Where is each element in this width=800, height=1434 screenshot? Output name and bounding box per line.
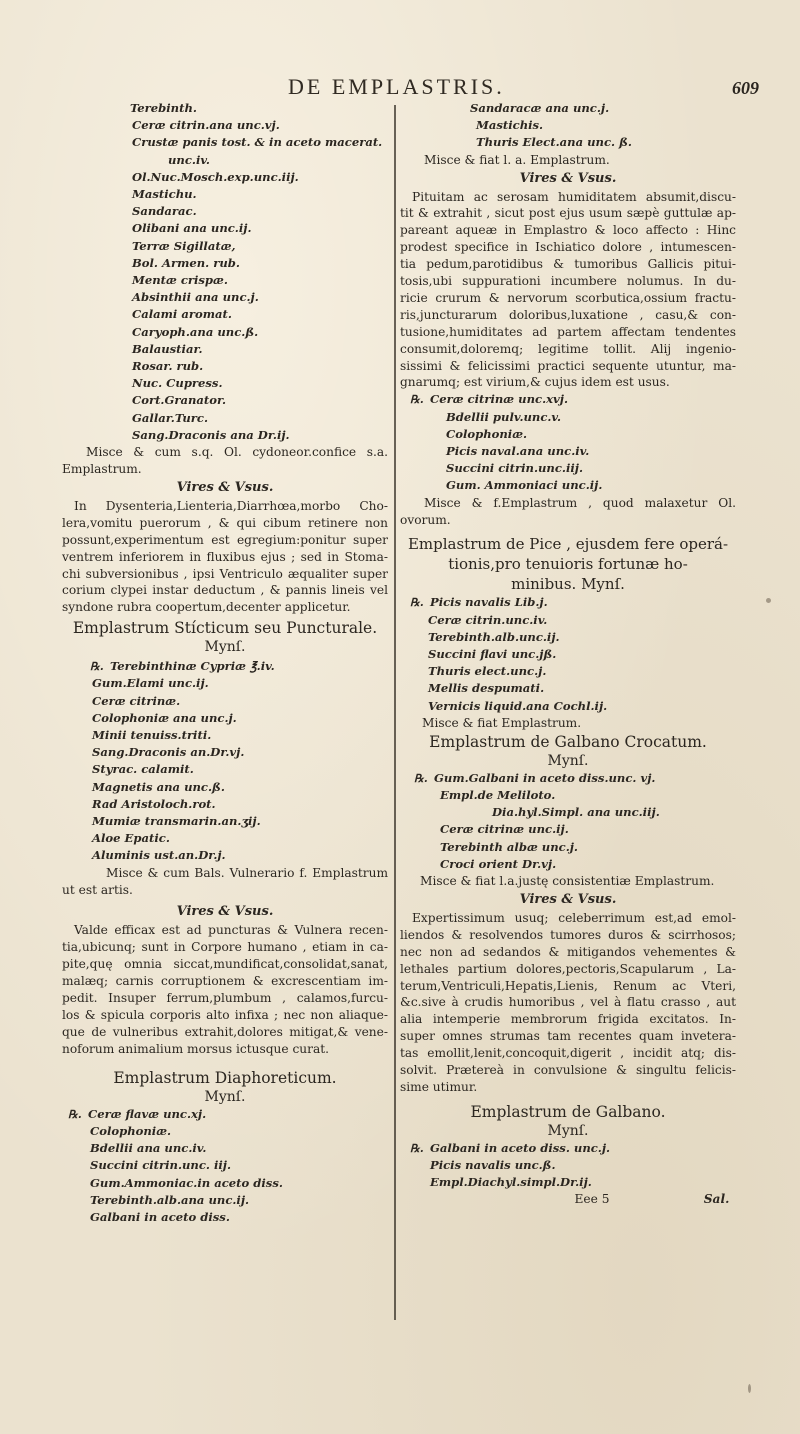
- ingredient-list: [62, 658, 388, 864]
- ingredient-line: [400, 698, 736, 715]
- ingredient-list: [62, 1106, 388, 1226]
- ingredient-line: [62, 203, 388, 220]
- text-line: tia,ubicunq; sunt in Corpore humano , etiam in ca-: [62, 940, 388, 955]
- text-line: lethales partium dolores,pectoris,Scapularum , La-: [400, 961, 736, 976]
- ingredient-text: Ceræ citrin.ana unc.vj.: [132, 118, 280, 133]
- ingredient-list: [400, 391, 736, 494]
- ingredient-line: [400, 770, 736, 787]
- paragraph: [400, 189, 736, 392]
- ingredient-text: Gum.Ammoniac.in aceto diss.: [90, 1175, 283, 1190]
- ingredient-line: [62, 1175, 388, 1192]
- ingredient-text: Thuris Elect.ana unc. ß.: [476, 135, 632, 150]
- text-line: possunt,experimentum est egregium:ponitur super: [62, 532, 388, 547]
- ingredient-line: [62, 220, 388, 237]
- ingredient-line: [62, 1157, 388, 1174]
- text-line: ut est artis.: [62, 882, 133, 897]
- mixing-instruction: [62, 865, 388, 899]
- paragraph: [62, 922, 388, 1057]
- recipe-heading-line: tionis,pro tenuioris fortunæ ho-: [448, 555, 688, 574]
- column-divider: [394, 105, 396, 1320]
- ingredient-line: [62, 410, 388, 427]
- text-line: Pituitam ac serosam humiditatem absumit,discu-: [412, 189, 736, 204]
- ingredient-text: Mumiæ transmarin.an.ʒij.: [92, 814, 261, 829]
- ingredient-line: [400, 594, 736, 611]
- ingredient-line: [400, 787, 736, 804]
- ingredient-text: Ceræ citrinæ.: [92, 693, 181, 708]
- text-line: lera,vomitu puerorum , & qui cibum retinere non: [62, 515, 388, 530]
- text-line: terum,Ventriculi,Hepatis,Lienis, Renum ac Vteri,: [400, 978, 736, 993]
- recipe-author: Mynſ.: [547, 752, 589, 769]
- ingredient-text: Colophoniæ.: [446, 426, 528, 441]
- ingredient-text: Galbani in aceto diss. unc.j.: [430, 1140, 611, 1155]
- ingredient-line: [62, 427, 388, 444]
- ingredient-text: Sandaracæ ana unc.j.: [470, 101, 610, 115]
- ink-spot: [748, 1384, 751, 1393]
- ingredient-line: [400, 117, 736, 134]
- ingredient-line: [62, 358, 388, 375]
- ingredient-line: [400, 1157, 736, 1174]
- ingredient-line: [400, 100, 736, 117]
- ingredient-line: [62, 847, 388, 864]
- ingredient-text: Gallar.Turc.: [132, 410, 209, 425]
- ingredient-line: [62, 1140, 388, 1157]
- text-line: alia intemperie membrorum frigida excitatos. In-: [400, 1012, 736, 1027]
- text-line: syndone rubra coopertum,decenter applicetur.: [62, 600, 351, 615]
- ingredient-line: [62, 324, 388, 341]
- text-line: tusione,humiditates ad partem affectam tendentes: [400, 324, 736, 339]
- section-subheading: Vires & Vsus.: [176, 479, 274, 495]
- running-title: DE EMPLASTRIS.: [288, 74, 505, 99]
- ingredient-text: Mastichis.: [476, 118, 544, 133]
- ingredient-line: [400, 1174, 736, 1191]
- text-line: &c.sive à crudis humoribus , vel à flatu crasso , aut: [400, 995, 736, 1010]
- recipe-symbol: ℞.: [68, 1107, 82, 1121]
- ingredient-line: [400, 839, 736, 856]
- section-subheading: Vires & Vsus.: [519, 170, 617, 186]
- ingredient-line: [62, 1123, 388, 1140]
- ingredient-text: Vernicis liquid.ana Cochl.ij.: [428, 698, 608, 713]
- paragraph: [62, 498, 388, 616]
- page-footer: [400, 1191, 736, 1208]
- ingredient-text: Succini citrin.unc.iij.: [446, 461, 583, 476]
- recipe-heading: Emplastrum de Galbano.: [470, 1102, 666, 1121]
- text-line: prodest specifice in Ischiatico dolore , intumescen-: [400, 240, 736, 255]
- text-line: sime utimur.: [400, 1079, 478, 1094]
- ingredient-line: [62, 1192, 388, 1209]
- ingredient-text: Terebinthinæ Cypriæ ℥.iv.: [110, 659, 275, 674]
- ingredient-line: [62, 675, 388, 692]
- ingredient-text: Calami aromat.: [132, 307, 232, 322]
- text-line: ventrem inferiorem in fluxibus ejus ; sed in Stoma-: [62, 549, 388, 564]
- ingredient-text: Aluminis ust.an.Dr.j.: [92, 848, 226, 863]
- text-line: tas emollit,lenit,concoquit,digerit , incidit atq; dis-: [400, 1046, 736, 1061]
- ingredient-line: [62, 693, 388, 710]
- ink-spot: [766, 598, 771, 603]
- ingredient-text: Styrac. calamit.: [92, 762, 194, 777]
- text-line: Valde efficax est ad puncturas & Vulnera recen-: [74, 923, 388, 938]
- ingredient-line: [62, 100, 388, 117]
- ingredient-text: Ceræ citrinæ unc.ij.: [440, 822, 569, 837]
- ingredient-text: Succini citrin.unc. iij.: [90, 1158, 232, 1173]
- text-line: los & spicula corporis alto infixa ; nec non aliaque-: [62, 1008, 388, 1022]
- text-line: Misce & f.Emplastrum , quod malaxetur Ol.: [424, 495, 736, 510]
- text-line: corium clypei instar deductum , & pannis lineis vel: [62, 583, 388, 598]
- text-line: Misce & cum s.q. Ol. cydoneor.confice s.a.: [86, 445, 388, 460]
- ingredient-line: [62, 710, 388, 727]
- ingredient-text: Sandarac.: [132, 204, 197, 219]
- recipe-author: Mynſ.: [204, 639, 246, 656]
- ingredient-text: Dia.hyl.Simpl. ana unc.iij.: [492, 805, 660, 820]
- ingredient-text: Bol. Armen. rub.: [132, 255, 240, 270]
- ingredient-text: Crustæ panis tost. & in aceto macerat.: [132, 135, 383, 150]
- ingredient-line: [62, 727, 388, 744]
- ingredient-text: Nuc. Cupress.: [132, 376, 223, 391]
- text-line: nec non ad sedandos & mitigandos vehementes &: [400, 944, 736, 959]
- ingredient-line: [62, 255, 388, 272]
- ingredient-line: [400, 391, 736, 408]
- recipe-symbol: ℞.: [410, 596, 424, 610]
- ingredient-text: Galbani in aceto diss.: [90, 1209, 230, 1224]
- ingredient-line: [62, 169, 388, 186]
- ingredient-line: [62, 392, 388, 409]
- page-number: 609: [732, 78, 759, 98]
- ingredient-line: [400, 856, 736, 873]
- ingredient-line: [62, 238, 388, 255]
- ingredient-line: [62, 1209, 388, 1226]
- ingredient-text: Magnetis ana unc.ß.: [92, 779, 225, 794]
- recipe-heading: Emplastrum Stícticum seu Puncturale.: [72, 619, 378, 638]
- ingredient-text: Terebinth.: [130, 101, 197, 115]
- recipe-heading: Emplastrum de Galbano Crocatum.: [429, 732, 707, 751]
- ingredient-line: [62, 658, 388, 675]
- text-line: ovorum.: [400, 512, 451, 527]
- left-column: [62, 100, 388, 1226]
- ingredient-text: Sang.Draconis ana Dr.ij.: [132, 427, 290, 442]
- section-subheading: Vires & Vsus.: [519, 891, 617, 907]
- ingredient-text: Picis navalis Lib.j.: [430, 595, 548, 610]
- ingredient-text: Mastichu.: [132, 187, 197, 202]
- ingredient-text: Rosar. rub.: [132, 359, 204, 374]
- ingredient-text: Cort.Granator.: [132, 393, 227, 408]
- ingredient-line: [400, 443, 736, 460]
- ingredient-list: [400, 770, 736, 873]
- ingredient-text: Picis navalis unc.ß.: [430, 1158, 556, 1173]
- text-line: que de vulneribus extrahit,dolores mitigat,& vene-: [62, 1024, 388, 1039]
- ingredient-text: Picis naval.ana unc.iv.: [446, 444, 590, 458]
- section-subheading: Vires & Vsus.: [176, 904, 274, 920]
- text-line: solvit. Prætereà in convulsione & singultu felicis-: [400, 1063, 736, 1078]
- recipe-symbol: ℞.: [414, 771, 428, 785]
- recipe-symbol: ℞.: [90, 660, 104, 674]
- recipe-heading: Emplastrum Diaphoreticum.: [113, 1068, 337, 1087]
- ingredient-text: Caryoph.ana unc.ß.: [132, 324, 259, 339]
- mixing-instruction: [62, 444, 388, 478]
- ingredient-text: Bdellii pulv.unc.v.: [446, 409, 562, 424]
- ingredient-line: [400, 134, 736, 151]
- text-line: pite,quę omnia siccat,mundificat,consolidat,sanat,: [62, 957, 388, 972]
- mixing-instruction: [400, 495, 736, 529]
- ingredient-text: Gum. Ammoniaci unc.ij.: [446, 478, 603, 493]
- recipe-heading: [400, 534, 736, 594]
- ingredient-text: Succini flavi unc.jß.: [428, 647, 557, 662]
- text-line: gnarumq; est virium,& cujus idem est usus.: [400, 375, 670, 390]
- ingredient-line: [400, 477, 736, 494]
- ingredient-line: [62, 779, 388, 796]
- ingredient-text: Absinthii ana unc.j.: [132, 290, 259, 305]
- ingredient-line: [400, 646, 736, 663]
- ingredient-line: [62, 761, 388, 778]
- recipe-heading-line: Emplastrum de Pice , ejusdem fere operá-: [407, 535, 729, 554]
- ingredient-line: [62, 306, 388, 323]
- ingredient-line: [62, 796, 388, 813]
- ingredient-list: [400, 1140, 736, 1192]
- ingredient-text: Rad Aristoloch.rot.: [92, 796, 216, 811]
- ingredient-list: [400, 100, 736, 152]
- ingredient-line: [400, 629, 736, 646]
- catchword: Sal.: [703, 1192, 730, 1207]
- ingredient-line: [62, 375, 388, 392]
- ingredient-list: [400, 594, 736, 714]
- ingredient-text: Bdellii ana unc.iv.: [90, 1141, 207, 1156]
- text-line: Misce & cum Bals. Vulnerario f. Emplastrum: [106, 865, 388, 880]
- text-line: liendos & resolvendos tumores duros & scirrhosos;: [400, 927, 736, 942]
- text-line: Expertissimum usuq; celeberrimum est,ad emol-: [412, 910, 736, 925]
- ingredient-line: [400, 460, 736, 477]
- ingredient-text: Thuris elect.unc.j.: [428, 664, 547, 679]
- right-column: [400, 100, 736, 1208]
- ingredient-text: Colophoniæ.: [90, 1123, 172, 1138]
- ingredient-line: [62, 152, 388, 169]
- ingredient-line: [62, 289, 388, 306]
- ingredient-line: [400, 409, 736, 426]
- ingredient-text: Gum.Elami unc.ij.: [92, 676, 209, 691]
- ingredient-line: [400, 821, 736, 838]
- ingredient-text: Colophoniæ ana unc.j.: [92, 710, 237, 725]
- ingredient-line: [62, 117, 388, 134]
- ingredient-text: Ceræ flavæ unc.xj.: [88, 1106, 207, 1121]
- text-line: tosis,ubi suppurationi incumbere nolumus. In du-: [400, 274, 736, 289]
- signature-mark: Eee 5: [574, 1192, 610, 1207]
- text-line: tia pedum,parotidibus & tumoribus Gallicis pitui-: [400, 257, 736, 272]
- ingredient-line: [62, 1106, 388, 1123]
- ingredient-line: [62, 813, 388, 830]
- ingredient-text: Mentæ crispæ.: [132, 273, 228, 288]
- ingredient-line: [400, 680, 736, 697]
- text-line: pareant aqueæ in Emplastro & loco affecto : Hinc: [400, 223, 736, 238]
- ingredient-text: Minii tenuiss.triti.: [92, 728, 212, 743]
- ingredient-line: [400, 804, 736, 821]
- text-line: ricie crurum & nervorum scorbutica,ossium fractu-: [400, 290, 736, 305]
- text-line: chi subversionibus , ipsi Ventriculo æqualiter super: [62, 566, 388, 581]
- recipe-heading-line: minibus. Mynſ.: [511, 575, 625, 594]
- text-line: malæq; carnis corruptionem & excrescentiam im-: [62, 974, 388, 989]
- ingredient-text: Terebinth.alb.unc.ij.: [428, 629, 560, 644]
- ingredient-text: Ceræ citrinæ unc.xvj.: [430, 392, 568, 407]
- ingredient-line: [62, 134, 388, 151]
- recipe-author: Mynſ.: [204, 1088, 246, 1105]
- text-line: sissimi & felicissimi practici sequente utuntur, ma-: [400, 358, 736, 373]
- ingredient-text: Olibani ana unc.ij.: [132, 221, 252, 236]
- recipe-author: Mynſ.: [547, 1122, 589, 1139]
- recipe-symbol: ℞.: [410, 1141, 424, 1155]
- ingredient-text: unc.iv.: [168, 152, 210, 167]
- text-line: ris,juncturarum doloribus,luxatione , casu,& con-: [400, 307, 736, 322]
- ingredient-line: [62, 744, 388, 761]
- text-line: tit & extrahit , sicut post ejus usum sæpè guttulæ ap-: [400, 206, 736, 221]
- ingredient-line: [400, 663, 736, 680]
- mixing-instruction: Misce & fiat l. a. Emplastrum.: [424, 152, 610, 167]
- paragraph: [400, 910, 736, 1096]
- ingredient-text: Sang.Draconis an.Dr.vj.: [92, 745, 245, 760]
- ingredient-text: Balaustiar.: [132, 341, 203, 356]
- ingredient-text: Empl.de Meliloto.: [440, 787, 556, 802]
- ingredient-text: Mellis despumati.: [428, 681, 545, 696]
- ingredient-text: Ceræ citrin.unc.iv.: [428, 612, 548, 627]
- ingredient-line: [62, 186, 388, 203]
- ingredient-text: Aloe Epatic.: [92, 831, 170, 846]
- ingredient-text: Terebinth albæ unc.j.: [440, 839, 578, 854]
- ingredient-list: [62, 100, 388, 444]
- ingredient-text: Croci orient Dr.vj.: [440, 856, 557, 871]
- text-line: Emplastrum.: [62, 461, 142, 476]
- mixing-instruction: Misce & fiat Emplastrum.: [422, 715, 582, 730]
- ingredient-line: [62, 272, 388, 289]
- mixing-instruction: Misce & fiat l.a.justę consistentiæ Emplastrum.: [420, 873, 715, 888]
- recipe-symbol: ℞.: [410, 393, 424, 407]
- ingredient-text: Ol.Nuc.Mosch.exp.unc.iij.: [132, 169, 299, 184]
- ingredient-line: [400, 426, 736, 443]
- ingredient-text: Terræ Sigillatæ,: [132, 238, 236, 253]
- ingredient-line: [400, 1140, 736, 1157]
- ingredient-line: [62, 341, 388, 358]
- ingredient-text: Empl.Diachyl.simpl.Dr.ij.: [430, 1175, 592, 1190]
- ingredient-text: Terebinth.alb.ana unc.ij.: [90, 1192, 250, 1207]
- ingredient-line: [62, 830, 388, 847]
- text-line: pedit. Insuper ferrum,plumbum , calamos,furcu-: [62, 991, 388, 1006]
- text-line: consumit,doloremq; legitime tollit. Alij ingenio-: [400, 341, 736, 356]
- ingredient-line: [400, 612, 736, 629]
- text-line: super omnes strumas tam recentes quam invetera-: [400, 1029, 736, 1044]
- text-line: In Dysenteria,Lienteria,Diarrhœa,morbo Cho-: [74, 498, 388, 513]
- text-line: noforum animalium morsus ictusque curat.: [62, 1041, 330, 1056]
- ingredient-text: Gum.Galbani in aceto diss.unc. vj.: [434, 770, 656, 785]
